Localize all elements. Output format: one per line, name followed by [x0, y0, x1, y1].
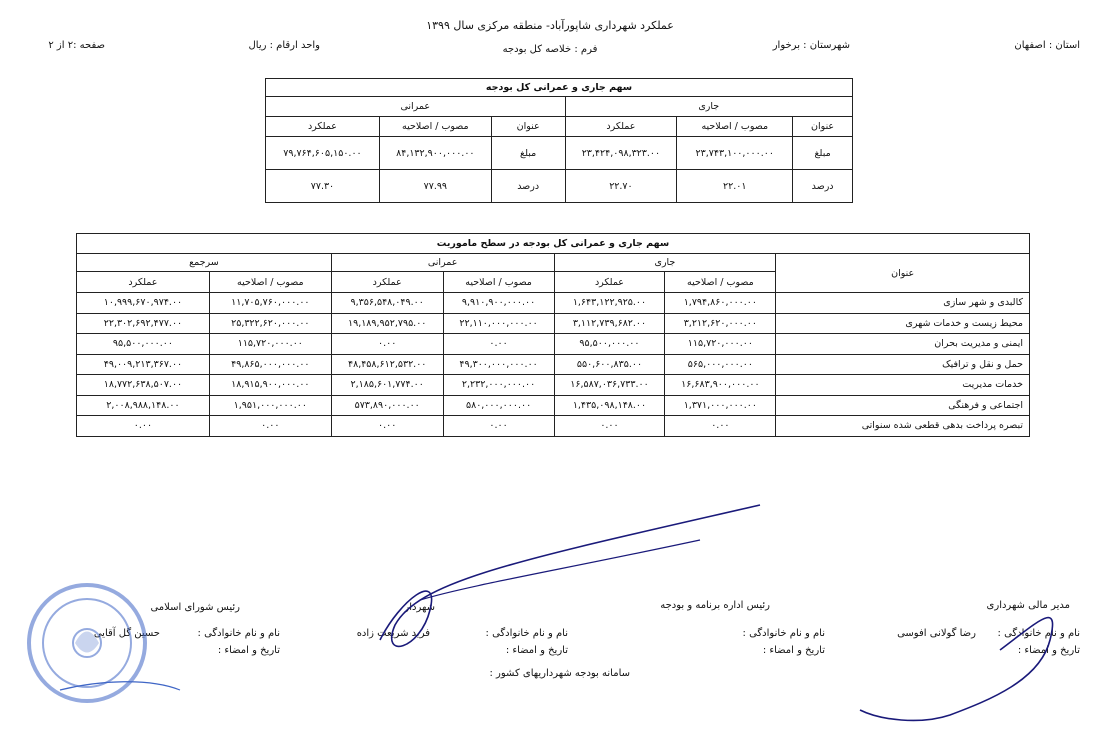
amount-cell: ۴۹,۳۰۰,۰۰۰,۰۰۰.۰۰	[443, 354, 554, 375]
table-row	[77, 313, 1030, 334]
unit-label: واحد ارقام : ریال	[248, 40, 320, 51]
mayor-name-label: نام و نام خانوادگی :	[485, 628, 568, 639]
table1-col-header: عنوان	[491, 117, 565, 137]
table-cell: ۸۴,۱۳۲,۹۰۰,۰۰۰.۰۰	[379, 137, 491, 170]
amount-cell: ۳,۲۱۲,۶۲۰,۰۰۰.۰۰	[665, 313, 776, 334]
amount-cell: ۲,۲۳۲,۰۰۰,۰۰۰.۰۰	[443, 375, 554, 396]
finance-date-label: تاریخ و امضاء :	[1017, 645, 1080, 656]
amount-cell: ۲۲,۳۰۲,۶۹۲,۴۷۷.۰۰	[77, 313, 210, 334]
table2-title-header: عنوان	[776, 254, 1030, 293]
table-row	[77, 395, 1030, 416]
table-row	[77, 354, 1030, 375]
council-name-label: نام و نام خانوادگی :	[197, 628, 280, 639]
table1-caption: سهم جاری و عمرانی کل بودجه	[266, 79, 853, 97]
table2-sub-approved: مصوب / اصلاحیه	[665, 272, 776, 293]
amount-cell: ۱۸,۷۷۲,۶۳۸,۵۰۷.۰۰	[77, 375, 210, 396]
amount-cell: ۰.۰۰	[331, 334, 443, 355]
table-cell: ۷۹,۷۶۴,۶۰۵,۱۵۰.۰۰	[266, 137, 380, 170]
mayor-title: شهردار	[404, 602, 435, 613]
amount-cell: ۵۶۵,۰۰۰,۰۰۰.۰۰	[665, 354, 776, 375]
amount-cell: ۴۹,۸۶۵,۰۰۰,۰۰۰.۰۰	[209, 354, 331, 375]
amount-cell: ۰.۰۰	[443, 416, 554, 437]
council-date-label: تاریخ و امضاء :	[217, 645, 280, 656]
table-row	[77, 293, 1030, 314]
mayor-date-label: تاریخ و امضاء :	[505, 645, 568, 656]
table2-group-dev: عمرانی	[331, 254, 554, 272]
form-name: فرم : خلاصه کل بودجه	[502, 44, 598, 55]
amount-cell: ۰.۰۰	[665, 416, 776, 437]
mission-title-cell: حمل و نقل و ترافیک	[776, 354, 1030, 375]
amount-cell: ۱,۹۵۱,۰۰۰,۰۰۰.۰۰	[209, 395, 331, 416]
county-label: شهرستان : برخوار	[772, 40, 850, 51]
amount-cell: ۱۶,۶۸۳,۹۰۰,۰۰۰.۰۰	[665, 375, 776, 396]
mission-title-cell: اجتماعی و فرهنگی	[776, 395, 1030, 416]
table1-group-current: جاری	[565, 97, 853, 117]
finance-name-label: نام و نام خانوادگی :	[997, 628, 1080, 639]
table-cell: مبلغ	[491, 137, 565, 170]
amount-cell: ۹,۳۵۶,۵۴۸,۰۴۹.۰۰	[331, 293, 443, 314]
amount-cell: ۱,۶۴۳,۱۲۲,۹۲۵.۰۰	[554, 293, 665, 314]
finance-name: رضا گولانی افوسی	[897, 628, 976, 639]
table2-sub-approved: مصوب / اصلاحیه	[209, 272, 331, 293]
amount-cell: ۲,۱۸۵,۶۰۱,۷۷۴.۰۰	[331, 375, 443, 396]
amount-cell: ۰.۰۰	[77, 416, 210, 437]
amount-cell: ۹۵,۵۰۰,۰۰۰.۰۰	[554, 334, 665, 355]
table1-col-header: مصوب / اصلاحیه	[379, 117, 491, 137]
amount-cell: ۰.۰۰	[554, 416, 665, 437]
mission-title-cell: کالبدی و شهر سازی	[776, 293, 1030, 314]
amount-cell: ۱۱,۷۰۵,۷۶۰,۰۰۰.۰۰	[209, 293, 331, 314]
table1-col-header: مصوب / اصلاحیه	[677, 117, 793, 137]
table-cell: ۲۲.۷۰	[565, 170, 677, 203]
amount-cell: ۱۸,۹۱۵,۹۰۰,۰۰۰.۰۰	[209, 375, 331, 396]
budget-system-label: سامانه بودجه شهرداریهای کشور :	[489, 668, 630, 679]
table-row	[266, 170, 853, 203]
amount-cell: ۵۷۳,۸۹۰,۰۰۰.۰۰	[331, 395, 443, 416]
amount-cell: ۱,۳۷۱,۰۰۰,۰۰۰.۰۰	[665, 395, 776, 416]
amount-cell: ۲۵,۳۲۲,۶۲۰,۰۰۰.۰۰	[209, 313, 331, 334]
table-row	[77, 334, 1030, 355]
mission-budget-table	[76, 233, 1030, 437]
table-cell: ۲۲.۰۱	[677, 170, 793, 203]
amount-cell: ۹,۹۱۰,۹۰۰,۰۰۰.۰۰	[443, 293, 554, 314]
amount-cell: ۰.۰۰	[209, 416, 331, 437]
budget-name-label: نام و نام خانوادگی :	[742, 628, 825, 639]
table-cell: ۲۳,۴۲۴,۰۹۸,۳۲۳.۰۰	[565, 137, 677, 170]
table-row	[77, 416, 1030, 437]
budget-date-label: تاریخ و امضاء :	[762, 645, 825, 656]
amount-cell: ۴۸,۴۵۸,۶۱۲,۵۳۲.۰۰	[331, 354, 443, 375]
amount-cell: ۴۹,۰۰۹,۲۱۳,۳۶۷.۰۰	[77, 354, 210, 375]
table1-col-header: عملکرد	[565, 117, 677, 137]
table2-sub-approved: مصوب / اصلاحیه	[443, 272, 554, 293]
table-cell: درصد	[491, 170, 565, 203]
council-name: حسین گل آقایی	[93, 628, 160, 639]
amount-cell: ۱,۷۹۴,۸۶۰,۰۰۰.۰۰	[665, 293, 776, 314]
document-title: عملکرد شهرداری شاپورآباد- منطقه مرکزی سال ۱۳۹۹	[426, 19, 674, 32]
mission-title-cell: محیط زیست و خدمات شهری	[776, 313, 1030, 334]
table2-sub-actual: عملکرد	[331, 272, 443, 293]
table-row	[266, 137, 853, 170]
council-stamp-icon	[29, 585, 145, 701]
table1-group-dev: عمرانی	[266, 97, 566, 117]
mission-title-cell: خدمات مدیریت	[776, 375, 1030, 396]
budget-head-title: رئیس اداره برنامه و بودجه	[660, 600, 770, 611]
table1-col-header: عملکرد	[266, 117, 380, 137]
mission-title-cell: ایمنی و مدیریت بحران	[776, 334, 1030, 355]
amount-cell: ۱۹,۱۸۹,۹۵۲,۷۹۵.۰۰	[331, 313, 443, 334]
amount-cell: ۱,۴۳۵,۰۹۸,۱۴۸.۰۰	[554, 395, 665, 416]
amount-cell: ۵۸۰,۰۰۰,۰۰۰.۰۰	[443, 395, 554, 416]
province-label: استان : اصفهان	[1014, 40, 1080, 51]
table-cell: مبلغ	[793, 137, 853, 170]
amount-cell: ۰.۰۰	[331, 416, 443, 437]
amount-cell: ۲,۰۰۸,۹۸۸,۱۴۸.۰۰	[77, 395, 210, 416]
amount-cell: ۲۲,۱۱۰,۰۰۰,۰۰۰.۰۰	[443, 313, 554, 334]
amount-cell: ۱۱۵,۷۲۰,۰۰۰.۰۰	[665, 334, 776, 355]
table-cell: ۷۷.۳۰	[266, 170, 380, 203]
table2-caption: سهم جاری و عمرانی کل بودجه در سطح ماموریت	[77, 234, 1030, 254]
budget-share-table	[265, 78, 853, 203]
table-cell: ۷۷.۹۹	[379, 170, 491, 203]
council-head-title: رئیس شورای اسلامی	[150, 602, 240, 613]
table1-col-header: عنوان	[793, 117, 853, 137]
finance-manager-title: مدیر مالی شهرداری	[986, 600, 1070, 611]
amount-cell: ۳,۱۱۲,۷۳۹,۶۸۲.۰۰	[554, 313, 665, 334]
table2-group-current: جاری	[554, 254, 776, 272]
amount-cell: ۹۵,۵۰۰,۰۰۰.۰۰	[77, 334, 210, 355]
mayor-name: فرید شریعت زاده	[356, 628, 430, 639]
amount-cell: ۰.۰۰	[443, 334, 554, 355]
amount-cell: ۱۰,۹۹۹,۶۷۰,۹۷۴.۰۰	[77, 293, 210, 314]
mayor-signature-icon	[420, 540, 700, 600]
mission-title-cell: تبصره پرداخت بدهی قطعی شده سنواتی	[776, 416, 1030, 437]
mayor-signature-icon	[380, 505, 760, 646]
amount-cell: ۱۶,۵۸۷,۰۳۶,۷۳۳.۰۰	[554, 375, 665, 396]
table-cell: ۲۳,۷۴۳,۱۰۰,۰۰۰.۰۰	[677, 137, 793, 170]
amount-cell: ۱۱۵,۷۲۰,۰۰۰.۰۰	[209, 334, 331, 355]
council-signature-icon	[60, 682, 180, 690]
table2-sub-actual: عملکرد	[77, 272, 210, 293]
table2-group-total: سرجمع	[77, 254, 332, 272]
amount-cell: ۵۵۰,۶۰۰,۸۳۵.۰۰	[554, 354, 665, 375]
table2-sub-actual: عملکرد	[554, 272, 665, 293]
table-cell: درصد	[793, 170, 853, 203]
page-number: صفحه :۲ از ۲	[48, 40, 105, 51]
table-row	[77, 375, 1030, 396]
